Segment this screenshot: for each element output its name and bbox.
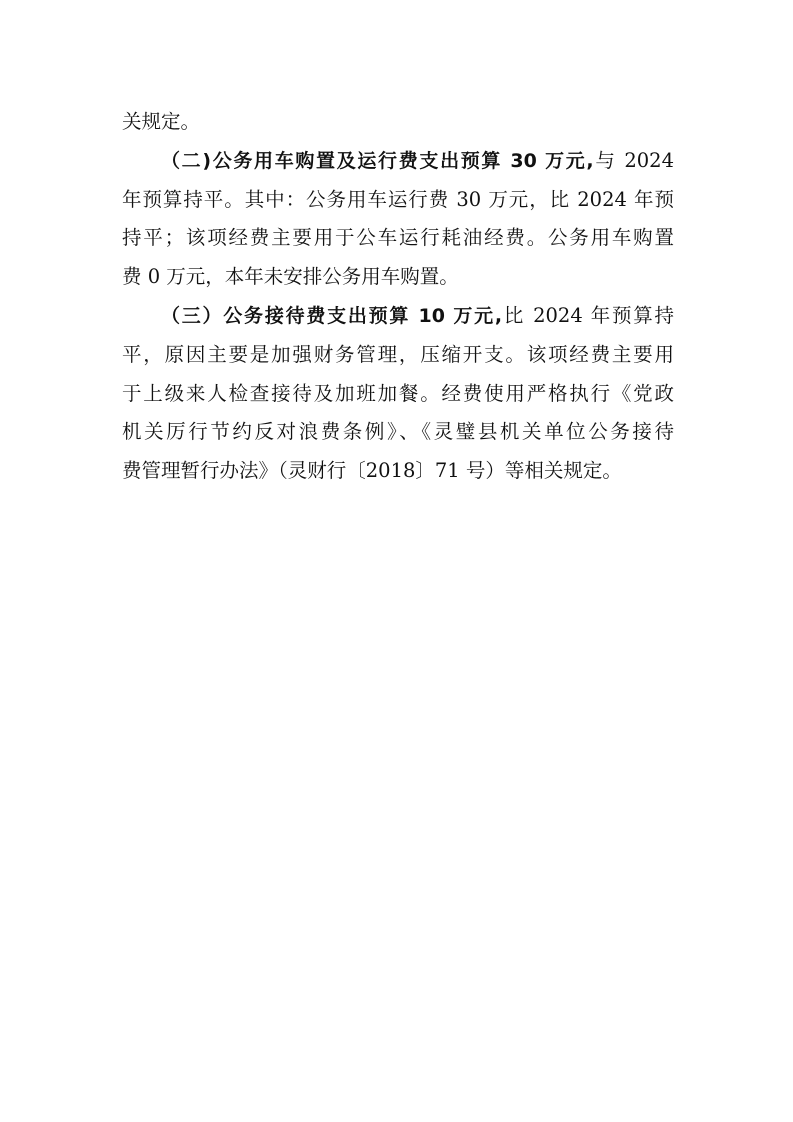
paragraph-line: 年预算持平。其中：公务用车运行费 30 万元，比 2024 年预 [122, 187, 674, 211]
section-2-line-1-tail: 与 2024 [593, 148, 674, 172]
paragraph-line: 持平；该项经费主要用于公车运行耗油经费。公务用车购置 [122, 226, 674, 250]
section-2-first-line [122, 142, 674, 181]
paragraph-line: 机关厉行节约反对浪费条例》、《灵璧县机关单位公务接待 [122, 420, 674, 444]
paragraph-line: 关规定。 [122, 110, 201, 133]
section-3-heading: （三）公务接待费支出预算 10 万元, [161, 304, 503, 327]
document-body [122, 103, 674, 491]
paragraph-line: 于上级来人检查接待及加班加餐。经费使用严格执行《党政 [122, 381, 674, 405]
paragraph-line: 费管理暂行办法》（灵财行〔2018〕71 号）等相关规定。 [122, 459, 622, 483]
section-2-heading: （二)公务用车购置及运行费支出预算 30 万元, [161, 149, 594, 172]
section-3-first-line [122, 297, 674, 336]
section-3-line-1-tail: 比 2024 年预算持 [502, 303, 674, 327]
paragraph-line: 平，原因主要是加强财务管理，压缩开支。该项经费主要用 [122, 342, 674, 366]
paragraph-line: 费 0 万元，本年未安排公务用车购置。 [122, 265, 459, 289]
